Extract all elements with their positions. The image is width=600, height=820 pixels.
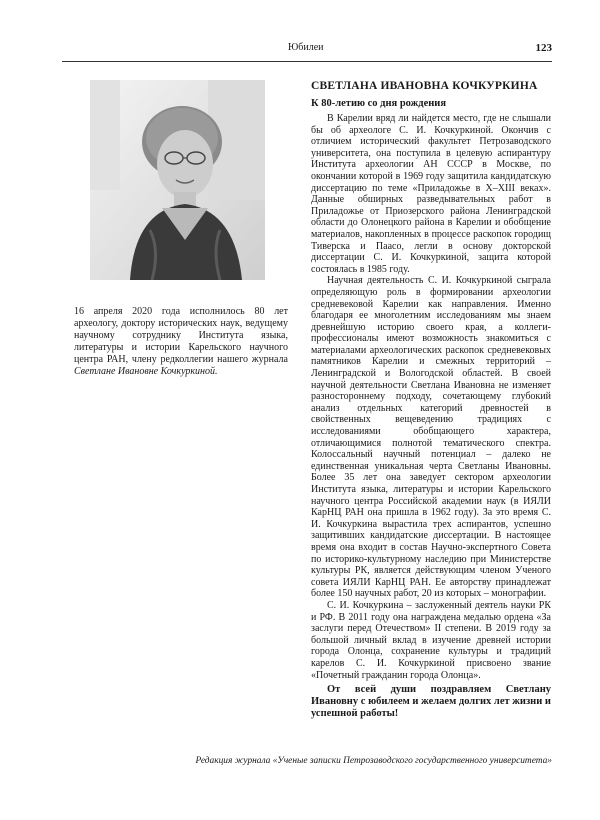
portrait-photo — [90, 80, 265, 280]
paragraph-3: С. И. Кочкуркина – заслуженный деятель науки РК и РФ. В 2011 году она награждена медалью ордена «За заслуги перед Отечеством» II степени. В 2019 году за большой личный вклад в изучение древней истории города Олонца, сохранение культуры и традиций карелов С. И. Кочкуркиной присвоено звание «Почетный гражданин города Олонца». — [311, 599, 551, 681]
article-subtitle: К 80-летию со дня рождения — [311, 98, 447, 109]
page-number: 123 — [535, 42, 552, 54]
paragraph-2: Научная деятельность С. И. Кочкуркиной сыграла определяющую роль в формировании археологии средневековой Карелии как направления. Именно благодаря ее многолетним исследованиям мы знаем древнейшую историю своего края, а коллеги-профессионалы имеют возможность знакомиться с материалами археологических раскопок средневековых памятников Карелии и смежных территорий – Ленинградской и Вологодской областей. В своей научной деятельности Светлана Ивановна не изменяет разностороннему подходу, сочетающему глубокий анализ отдельных категорий древностей в свойственных вещеведению традициях с исследованиями обобщающего характера, отличающимися полнотой тематического спектра. Колоссальный научный потенциал – далеко не единственная уникальная черта Светланы Ивановны. Более 35 лет она заведует сектором археологии Института языка, литературы и истории Карельского научного центра Российской академии наук (в ИЯЛИ КарНЦ РАН она пришла в 1962 году). За это время С. И. Кочкуркина вырастила трех аспирантов, успешно защитивших кандидатские диссертации. В настоящее время она входит в состав Научно-экспертного Совета по историко-культурному наследию при Министерстве культуры РК, является действующим членом Ученого совета ИЯЛИ КарНЦ РАН. Ее авторству принадлежат более 150 научных работ, 20 из которых – монографии. — [311, 275, 551, 600]
closing-greeting: От всей души поздравляем Светлану Ивановну с юбилеем и желаем долгих лет жизни и успешной работы! — [311, 684, 551, 720]
caption-name: Светлане Ивановне Кочкуркиной. — [74, 366, 218, 377]
caption-text: 16 апреля 2020 года исполнилось 80 лет археологу, доктору исторических наук, ведущему научному сотруднику Института языка, литературы и истории Карельского научного центра РАН, члену редколлегии нашего журнала — [74, 306, 288, 365]
header-divider — [62, 61, 552, 62]
portrait-photo-icon — [90, 80, 265, 280]
paragraph-1: В Карелии вряд ли найдется место, где не слышали бы об археологе С. И. Кочкуркиной. Окончив с отличием исторический факультет Петрозаводского университета, она поступила в целевую аспирантуру Института археологии АН СССР в Москве, по окончании которой в 1969 году защитила кандидатскую диссертацию по теме «Приладожье в X–XIII веках». Данные обширных разведывательных работ в Приладожье от Приозерского района Ленинградской области до Олонецкого района в Карелии и обобщение материалов, накопленных в процессе раскопок городищ Тиверска и Паасо, легли в основу докторской диссертации С. И. Кочкуркиной, защита которой состоялась в 1985 году. — [311, 113, 551, 275]
running-head — [62, 42, 552, 58]
section-title: Юбилеи — [288, 42, 324, 53]
photo-caption — [74, 306, 288, 378]
article-title: СВЕТЛАНА ИВАНОВНА КОЧКУРКИНА — [311, 80, 538, 92]
article-column — [311, 80, 551, 720]
signature: Редакция журнала «Ученые записки Петрозаводского государственного университета» — [195, 756, 552, 766]
